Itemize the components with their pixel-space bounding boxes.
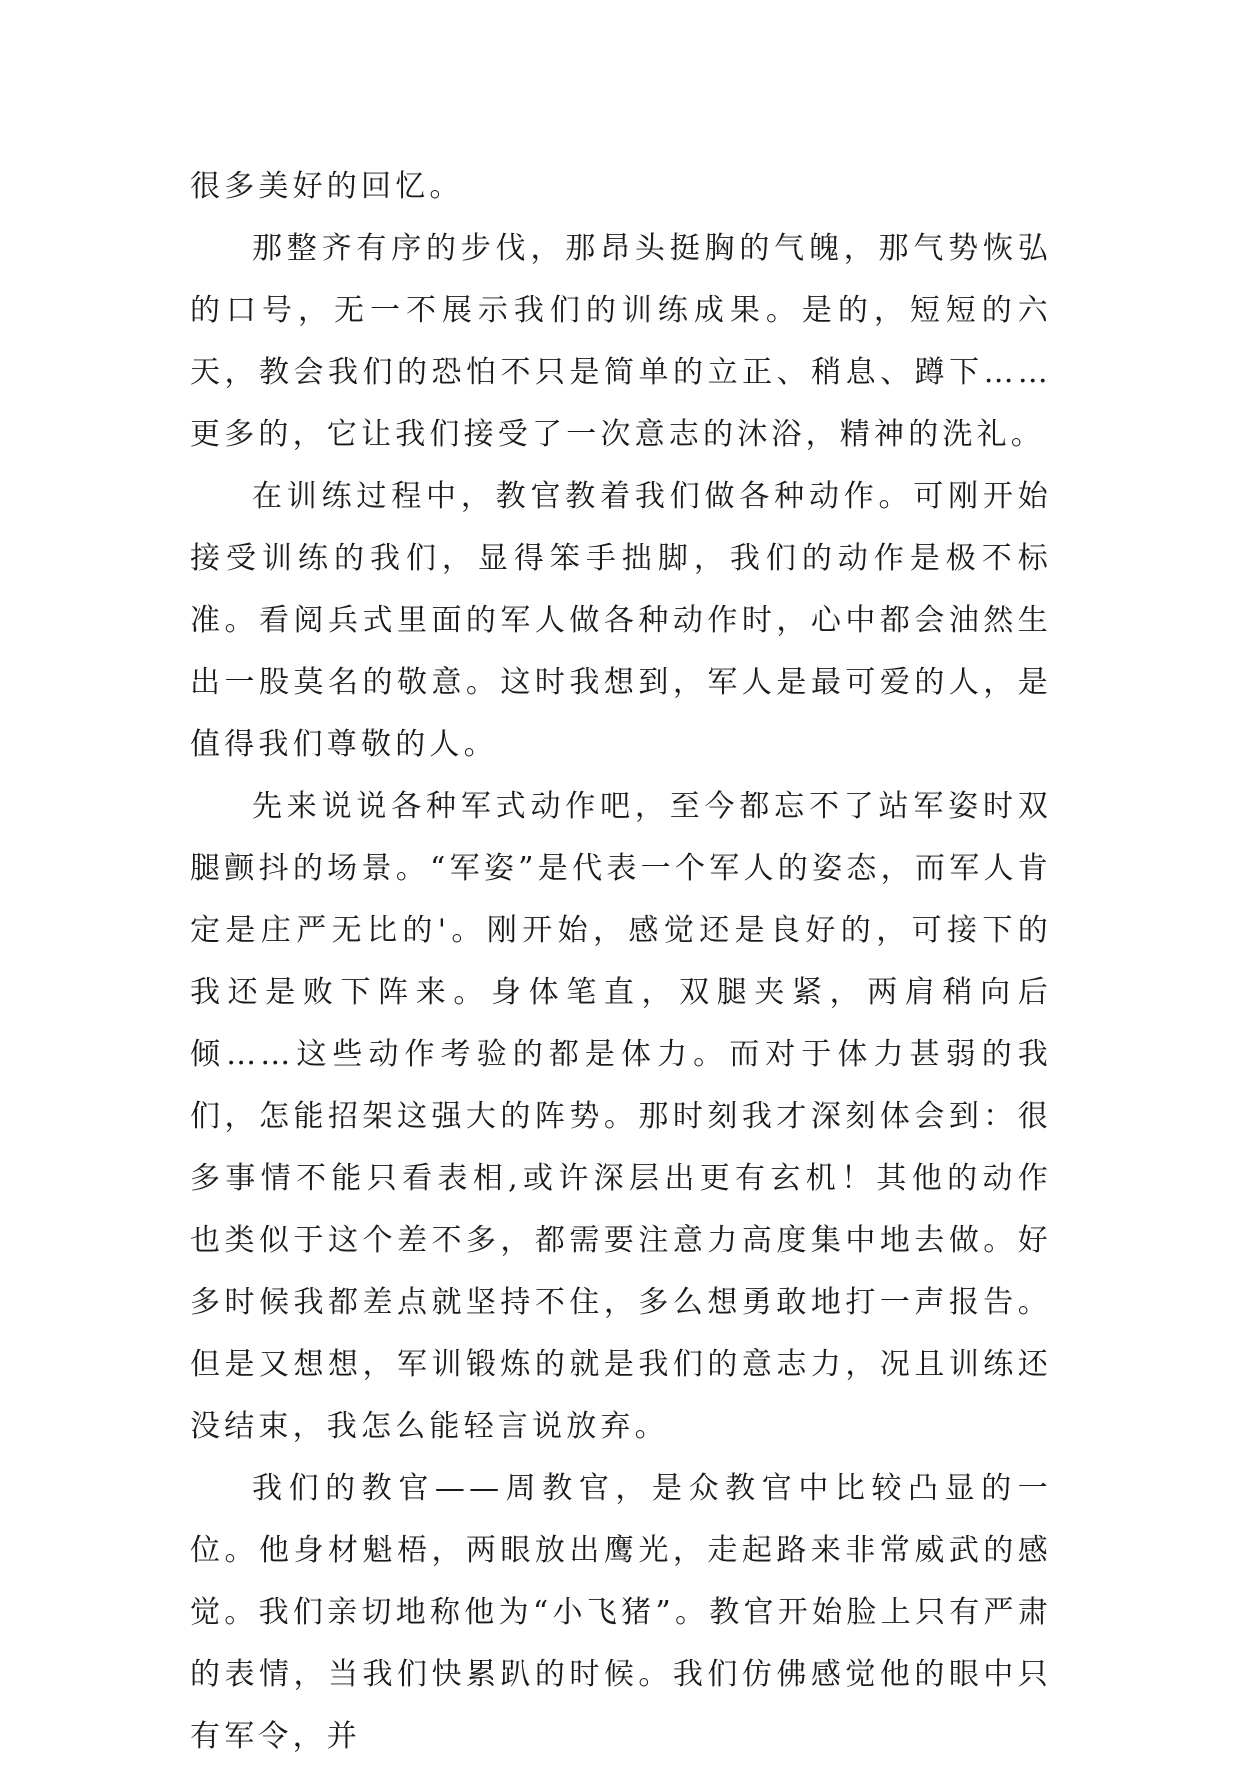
paragraph-continuation: 很多美好的回忆。 xyxy=(190,169,464,204)
paragraph: 在训练过程中，教官教着我们做各种动作。可刚开始接受训练的我们，显得笨手拙脚，我们的动作是极不标准。看阅兵式里面的军人做各种动作时，心中都会油然生出一股莫名的敬意。这时我想到，军人是最可爱的人，是值得我们尊敬的人。 xyxy=(190,479,1052,762)
paragraph: 那整齐有序的步伐，那昂头挺胸的气魄，那气势恢弘的口号，无一不展示我们的训练成果。是的，短短的六天，教会我们的恐怕不只是简单的立正、稍息、蹲下……更多的，它让我们接受了一次意志的沐浴，精神的洗礼。 xyxy=(190,231,1052,452)
document-body xyxy=(190,156,1052,1768)
paragraph: 我们的教官——周教官，是众教官中比较凸显的一位。他身材魁梧，两眼放出鹰光，走起路来非常威武的感觉。我们亲切地称他为“小飞猪”。教官开始脸上只有严肃的表情，当我们快累趴的时候。我们仿佛感觉他的眼中只有军令，并 xyxy=(190,1471,1052,1754)
paragraph: 先来说说各种军式动作吧，至今都忘不了站军姿时双腿颤抖的场景。“军姿”是代表一个军人的姿态，而军人肯定是庄严无比的'。刚开始，感觉还是良好的，可接下的我还是败下阵来。身体笔直，双腿夹紧，两肩稍向后倾……这些动作考验的都是体力。而对于体力甚弱的我们，怎能招架这强大的阵势。那时刻我才深刻体会到：很多事情不能只看表相,或许深层出更有玄机！其他的动作也类似于这个差不多，都需要注意力高度集中地去做。好多时候我都差点就坚持不住，多么想勇敢地打一声报告。但是又想想，军训锻炼的就是我们的意志力，况且训练还没结束，我怎么能轻言说放弃。 xyxy=(190,789,1052,1444)
